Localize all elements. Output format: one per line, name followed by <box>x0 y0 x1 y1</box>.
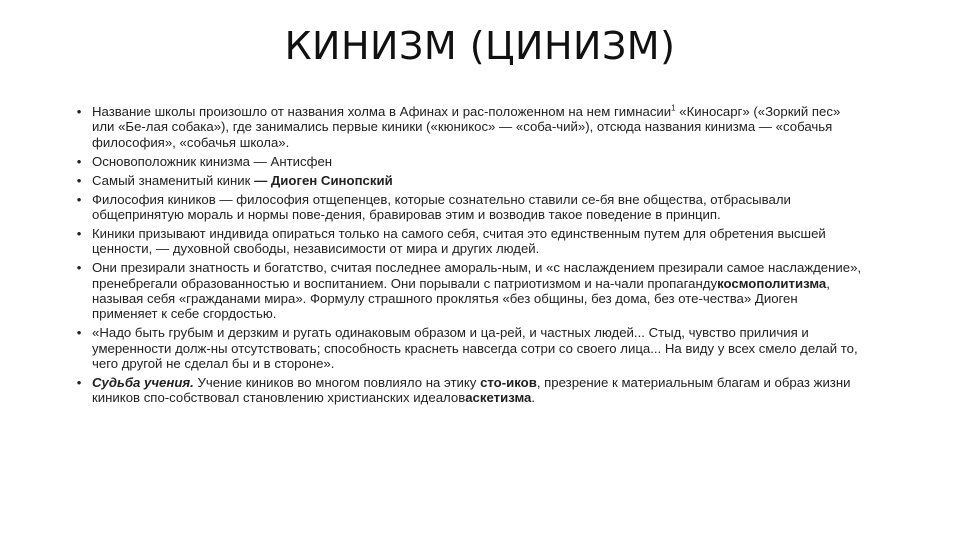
bullet-text: Киники призывают индивида опираться только на самого себя, считая это единственным путем для обретения высшей ценности, — духовной свободы, независимости от мира и других людей. <box>92 225 826 257</box>
bullet-item-cosmopolitanism <box>73 260 863 322</box>
bullet-bold-text: сто-иков <box>480 375 537 390</box>
bullet-item-founder <box>73 154 863 169</box>
bullet-text: Основоположник кинизма — Антисфен <box>92 153 333 169</box>
bullet-text: Философия киников — философия отщепенцев, которые сознательно ставили се-бя вне общества, отбрасывали общепринятую мораль и нормы пове-дения, бравировав этим и возводив такое поведение в принцип. <box>92 191 791 222</box>
bullet-bold-text: — Диоген Синопский <box>254 172 393 188</box>
bullet-bold-text-2: аскетизма <box>465 390 532 406</box>
bullet-item-fate-of-teaching <box>73 375 863 406</box>
bullet-icon: • <box>76 325 82 341</box>
bullet-item-famous-cynic <box>73 173 863 188</box>
bullet-item-self-reliance <box>73 226 863 257</box>
bullet-icon: • <box>76 260 82 276</box>
bullet-text: Название школы произошло от названия холма в Афинах и рас-положенном на нем гимнасии <box>92 104 672 119</box>
bullet-text: «Надо быть грубым и дерзким и ругать одинаковым образом и ца-рей, и частных людей... Стыд, чувство приличия и умеренности долж-ны отсутствовать; способность краснеть навсегда сотри со своего лица... На виду у всех смело делай то, чего другой не сделал бы и в стороне». <box>92 325 858 372</box>
bullet-bold-text: космополитизма <box>717 275 827 291</box>
bullet-text: Учение киников во многом повлияло на этику <box>193 375 481 390</box>
bullet-bold-italic-heading: Судьба учения. <box>92 375 194 390</box>
bullet-icon: • <box>76 225 82 241</box>
bullet-icon: • <box>76 375 82 390</box>
bullet-icon: • <box>76 172 82 188</box>
bullet-icon: • <box>76 153 82 169</box>
bullet-item-quote <box>73 325 863 371</box>
bullet-text-cont: , презрение к материальным благам и образ жизни киников спо-собствовал становлению христианских идеалов <box>92 375 851 406</box>
bullet-list <box>73 104 863 409</box>
footnote-marker: 1 <box>671 103 676 113</box>
bullet-text-end: . <box>531 390 536 406</box>
bullet-text: Они презирали знатность и богатство, считая последнее амораль-ным, и «с наслаждением презирали самое наслаждение», пренебрегали образованностью и воспитанием. Они порывали с патриотизмом и на-чали пропаганду <box>92 260 862 291</box>
bullet-icon: • <box>76 104 82 119</box>
slide-title: КИНИЗМ (ЦИНИЗМ) <box>284 24 676 68</box>
bullet-text: Самый знаменитый киник <box>92 172 255 188</box>
bullet-item-school-name <box>73 104 863 150</box>
bullet-text-cont: , называя себя «гражданами мира». Формулу страшного проклятья «без общины, без дома, без оте-чества» Диоген применяет к себе сгордостью. <box>92 275 830 322</box>
bullet-item-philosophy <box>73 192 863 223</box>
bullet-text-cont: «Киносарг» («Зоркий пес» или «Бе-лая собака»), где занимались первые киники («кюникос» — «соба-чий»), отсюда названия кинизма — «собачья философия», «собачья школа». <box>92 104 841 150</box>
bullet-icon: • <box>76 191 82 207</box>
